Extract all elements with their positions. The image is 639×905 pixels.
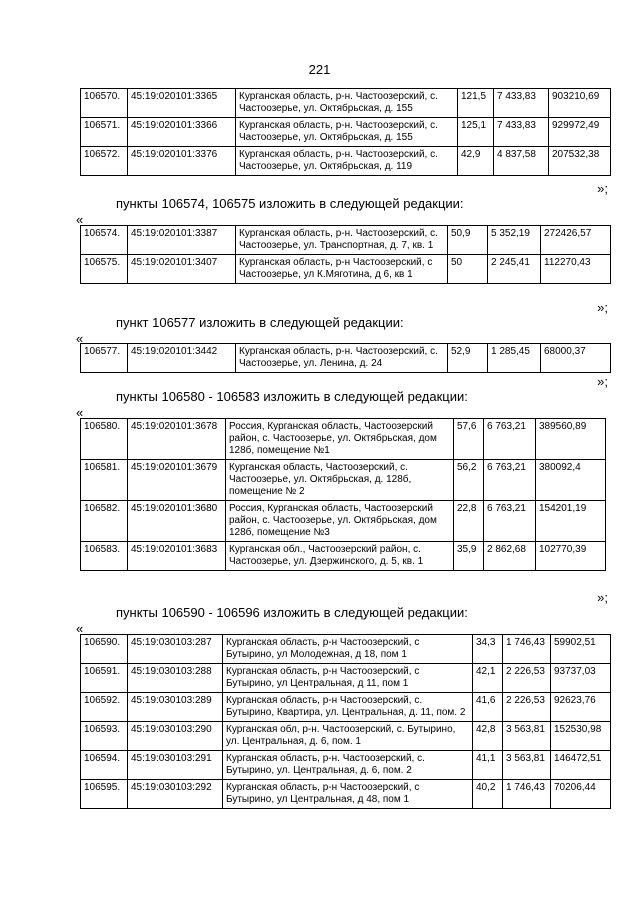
- cell-cadastral: 45:19:020101:3679: [128, 460, 226, 501]
- cell-address: Курганская область, р-н. Частоозерский, с. Частоозерье, ул. Октябрьская, д. 155: [236, 118, 458, 147]
- cell-cadastral: 45:19:030103:290: [128, 722, 223, 751]
- cell-number: 106580.: [81, 419, 128, 460]
- cell-value: 207532,38: [549, 147, 611, 176]
- cell-address: Курганская обл, р-н. Частоозерский, с. Бутырино, ул. Центральная, д. 6, пом. 1: [223, 722, 473, 751]
- cell-address: Россия, Курганская область, Частоозерский район, с. Частоозерье, ул. Октябрьская, дом 128б, помещение №3: [226, 501, 454, 542]
- table-row: [81, 780, 611, 809]
- cell-area: 125,1: [458, 118, 494, 147]
- cell-area: 42,8: [473, 722, 503, 751]
- cell-area: 50,9: [448, 226, 488, 255]
- cell-price: 6 763,21: [484, 501, 536, 542]
- cell-price: 2 226,53: [503, 664, 551, 693]
- cell-price: 7 433,83: [494, 89, 549, 118]
- cell-cadastral: 45:19:030103:289: [128, 693, 223, 722]
- cell-cadastral: 45:19:020101:3366: [128, 118, 236, 147]
- cell-price: 5 352,19: [488, 226, 541, 255]
- table-1-wrap: [80, 88, 611, 176]
- cell-price: 2 862,68: [484, 542, 536, 571]
- cell-value: 102770,39: [536, 542, 606, 571]
- cell-value: 154201,19: [536, 501, 606, 542]
- cell-number: 106590.: [81, 635, 128, 664]
- cell-number: 106570.: [81, 89, 128, 118]
- table-row: [81, 147, 611, 176]
- cell-area: 35,9: [454, 542, 484, 571]
- cell-address: Курганская область, р-н Частоозерский, с Бутырино, ул Молодежная, д 18, пом 1: [223, 635, 473, 664]
- cell-value: 68000,37: [541, 344, 611, 373]
- closing-mark-2: »;: [597, 300, 608, 315]
- cell-price: 1 746,43: [503, 780, 551, 809]
- cell-price: 6 763,21: [484, 460, 536, 501]
- cell-price: 1 746,43: [503, 635, 551, 664]
- table-row: [81, 226, 611, 255]
- table-row: [81, 118, 611, 147]
- table-row: [81, 542, 606, 571]
- cell-cadastral: 45:19:020101:3678: [128, 419, 226, 460]
- cell-value: 70206,44: [551, 780, 611, 809]
- table-row: [81, 344, 611, 373]
- cell-value: 380092,4: [536, 460, 606, 501]
- cell-value: 112270,43: [541, 255, 611, 284]
- table-3-wrap: [80, 343, 611, 373]
- cell-number: 106581.: [81, 460, 128, 501]
- cell-number: 106572.: [81, 147, 128, 176]
- cell-price: 6 763,21: [484, 419, 536, 460]
- cell-number: 106593.: [81, 722, 128, 751]
- table-row: [81, 460, 606, 501]
- cell-value: 389560,89: [536, 419, 606, 460]
- cell-address: Курганская область, р-н Частоозерский, с Бутырино, ул Центральная, д 48, пом 1: [223, 780, 473, 809]
- cell-cadastral: 45:19:020101:3442: [128, 344, 236, 373]
- cell-area: 40,2: [473, 780, 503, 809]
- cell-address: Курганская область, р-н Частоозерский, с Частоозерье, ул К.Мяготина, д 6, кв 1: [236, 255, 448, 284]
- cell-price: 4 837,58: [494, 147, 549, 176]
- cell-number: 106591.: [81, 664, 128, 693]
- open-mark-4: «: [76, 405, 84, 420]
- table-row: [81, 635, 611, 664]
- cell-area: 22,8: [454, 501, 484, 542]
- cell-price: 3 563,81: [503, 751, 551, 780]
- open-mark-2: «: [76, 212, 84, 227]
- cell-address: Россия, Курганская область, Частоозерский район, с. Частоозерье, ул. Октябрьская, дом 128б, помещение №1: [226, 419, 454, 460]
- cell-cadastral: 45:19:020101:3387: [128, 226, 236, 255]
- cell-address: Курганская область, р-н. Частоозерский, с. Частоозерье, ул. Ленина, д. 24: [236, 344, 448, 373]
- cell-price: 7 433,83: [494, 118, 549, 147]
- cell-area: 57,6: [454, 419, 484, 460]
- table-2-wrap: [80, 225, 611, 284]
- closing-mark-1: »;: [597, 181, 608, 196]
- cell-number: 106595.: [81, 780, 128, 809]
- table-row: [81, 751, 611, 780]
- open-mark-5: «: [76, 621, 84, 636]
- cell-price: 1 285,45: [488, 344, 541, 373]
- table-3: [80, 343, 611, 373]
- cell-cadastral: 45:19:020101:3365: [128, 89, 236, 118]
- cell-number: 106571.: [81, 118, 128, 147]
- table-5-wrap: [80, 634, 611, 809]
- heading-2: пункты 106574, 106575 изложить в следующей редакции:: [116, 196, 464, 211]
- cell-value: 146472,51: [551, 751, 611, 780]
- cell-value: 93737,03: [551, 664, 611, 693]
- cell-area: 41,1: [473, 751, 503, 780]
- cell-address: Курганская обл., Частоозерский район, с. Частоозерье, ул. Дзержинского, д. 5, кв. 1: [226, 542, 454, 571]
- table-row: [81, 722, 611, 751]
- cell-area: 50: [448, 255, 488, 284]
- table-2: [80, 225, 611, 284]
- cell-value: 59902,51: [551, 635, 611, 664]
- table-row: [81, 89, 611, 118]
- cell-address: Курганская область, р-н. Частоозерский, с. Частоозерье, ул. Октябрьская, д. 119: [236, 147, 458, 176]
- cell-cadastral: 45:19:030103:292: [128, 780, 223, 809]
- heading-3: пункт 106577 изложить в следующей редакции:: [116, 315, 404, 330]
- table-row: [81, 693, 611, 722]
- cell-area: 52,9: [448, 344, 488, 373]
- cell-cadastral: 45:19:020101:3683: [128, 542, 226, 571]
- table-row: [81, 419, 606, 460]
- cell-price: 3 563,81: [503, 722, 551, 751]
- cell-address: Курганская область, р-н Частоозерский, с. Бутырино, Квартира, ул. Центральная, д. 11, пом. 2: [223, 693, 473, 722]
- open-mark-3: «: [76, 331, 84, 346]
- cell-number: 106592.: [81, 693, 128, 722]
- table-1: [80, 88, 611, 176]
- cell-area: 42,9: [458, 147, 494, 176]
- cell-value: 929972,49: [549, 118, 611, 147]
- page-number: 221: [308, 62, 331, 77]
- cell-address: Курганская область, р-н. Частоозерский, с. Бутырино, ул. Центральная, д. 6, пом. 2: [223, 751, 473, 780]
- cell-address: Курганская область, р-н. Частоозерский, с. Частоозерье, ул. Транспортная, д. 7, кв. 1: [236, 226, 448, 255]
- cell-number: 106582.: [81, 501, 128, 542]
- heading-4: пункты 106580 - 106583 изложить в следующей редакции:: [116, 389, 468, 404]
- cell-number: 106577.: [81, 344, 128, 373]
- heading-5: пункты 106590 - 106596 изложить в следующей редакции:: [116, 605, 468, 620]
- cell-cadastral: 45:19:030103:288: [128, 664, 223, 693]
- cell-price: 2 226,53: [503, 693, 551, 722]
- closing-mark-3: »;: [597, 374, 608, 389]
- table-4: [80, 418, 606, 571]
- cell-value: 92623,76: [551, 693, 611, 722]
- cell-address: Курганская область, р-н. Частоозерский, с. Частоозерье, ул. Октябрьская, д. 155: [236, 89, 458, 118]
- cell-value: 152530,98: [551, 722, 611, 751]
- table-row: [81, 501, 606, 542]
- cell-area: 34,3: [473, 635, 503, 664]
- cell-number: 106594.: [81, 751, 128, 780]
- cell-cadastral: 45:19:030103:287: [128, 635, 223, 664]
- table-4-wrap: [80, 418, 606, 571]
- cell-cadastral: 45:19:020101:3407: [128, 255, 236, 284]
- table-5: [80, 634, 611, 809]
- cell-number: 106575.: [81, 255, 128, 284]
- cell-cadastral: 45:19:020101:3376: [128, 147, 236, 176]
- table-row: [81, 664, 611, 693]
- cell-cadastral: 45:19:030103:291: [128, 751, 223, 780]
- cell-address: Курганская область, р-н Частоозерский, с Бутырино, ул Центральная, д 11, пом 1: [223, 664, 473, 693]
- cell-value: 903210,69: [549, 89, 611, 118]
- cell-number: 106583.: [81, 542, 128, 571]
- cell-cadastral: 45:19:020101:3680: [128, 501, 226, 542]
- cell-address: Курганская область, Частоозерский, с. Частоозерье, ул. Октябрьская, д. 128б, помещение № 2: [226, 460, 454, 501]
- cell-area: 41,6: [473, 693, 503, 722]
- table-row: [81, 255, 611, 284]
- cell-area: 42,1: [473, 664, 503, 693]
- cell-number: 106574.: [81, 226, 128, 255]
- cell-value: 272426,57: [541, 226, 611, 255]
- cell-area: 121,5: [458, 89, 494, 118]
- closing-mark-4: »;: [597, 590, 608, 605]
- cell-area: 56,2: [454, 460, 484, 501]
- cell-price: 2 245,41: [488, 255, 541, 284]
